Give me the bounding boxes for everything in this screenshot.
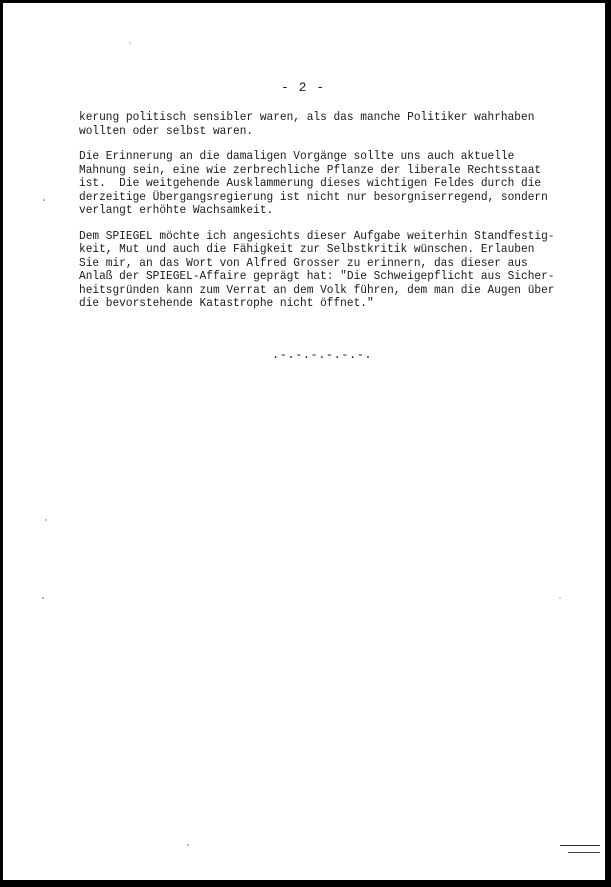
text-line: Anlaß der SPIEGEL-Affaire geprägt hat: "Die Schweigepflicht aus Sicher- bbox=[79, 269, 555, 283]
end-separator: .-.-.-.-.-.-. bbox=[272, 348, 373, 362]
text-line: wollten oder selbst waren. bbox=[79, 123, 254, 138]
text-line: keit, Mut und auch die Fähigkeit zur Selbstkritik wünschen. Erlauben bbox=[79, 242, 535, 256]
text-line: derzeitige Übergangsregierung ist nicht nur besorgniserregend, sondern bbox=[79, 189, 548, 204]
document-body bbox=[79, 111, 579, 323]
text-line: verlangt erhöhte Wachsamkeit. bbox=[79, 203, 274, 217]
text-line: kerung politisch sensibler waren, als das manche Politiker wahrhaben bbox=[79, 110, 535, 124]
page-number: - 2 - bbox=[281, 80, 326, 95]
text-line: Sie mir, an das Wort von Alfred Grosser zu erinnern, das dieser aus bbox=[79, 255, 528, 270]
scan-border-top bbox=[0, 0, 611, 3]
scan-border-left bbox=[0, 0, 3, 887]
scan-border-right bbox=[605, 0, 611, 887]
text-line: die bevorstehende Katastrophe nicht öffnet." bbox=[79, 296, 374, 310]
text-line: Dem SPIEGEL möchte ich angesichts dieser Aufgabe weiterhin Standfestig- bbox=[79, 228, 555, 243]
text-line: Mahnung sein, eine wie zerbrechliche Pflanze der liberale Rechtsstaat bbox=[79, 162, 542, 177]
text-line: Die Erinnerung an die damaligen Vorgänge sollte uns auch aktuelle bbox=[79, 149, 515, 163]
paragraph-1 bbox=[79, 111, 579, 138]
text-line: ist. Die weitgehende Ausklammerung dieses wichtigen Feldes durch die bbox=[79, 176, 542, 190]
paragraph-3 bbox=[79, 230, 579, 311]
scan-border-bottom bbox=[0, 880, 611, 887]
paragraph-2 bbox=[79, 150, 579, 218]
text-line: heitsgründen kann zum Verrat an dem Volk führen, dem man die Augen über bbox=[79, 282, 555, 297]
